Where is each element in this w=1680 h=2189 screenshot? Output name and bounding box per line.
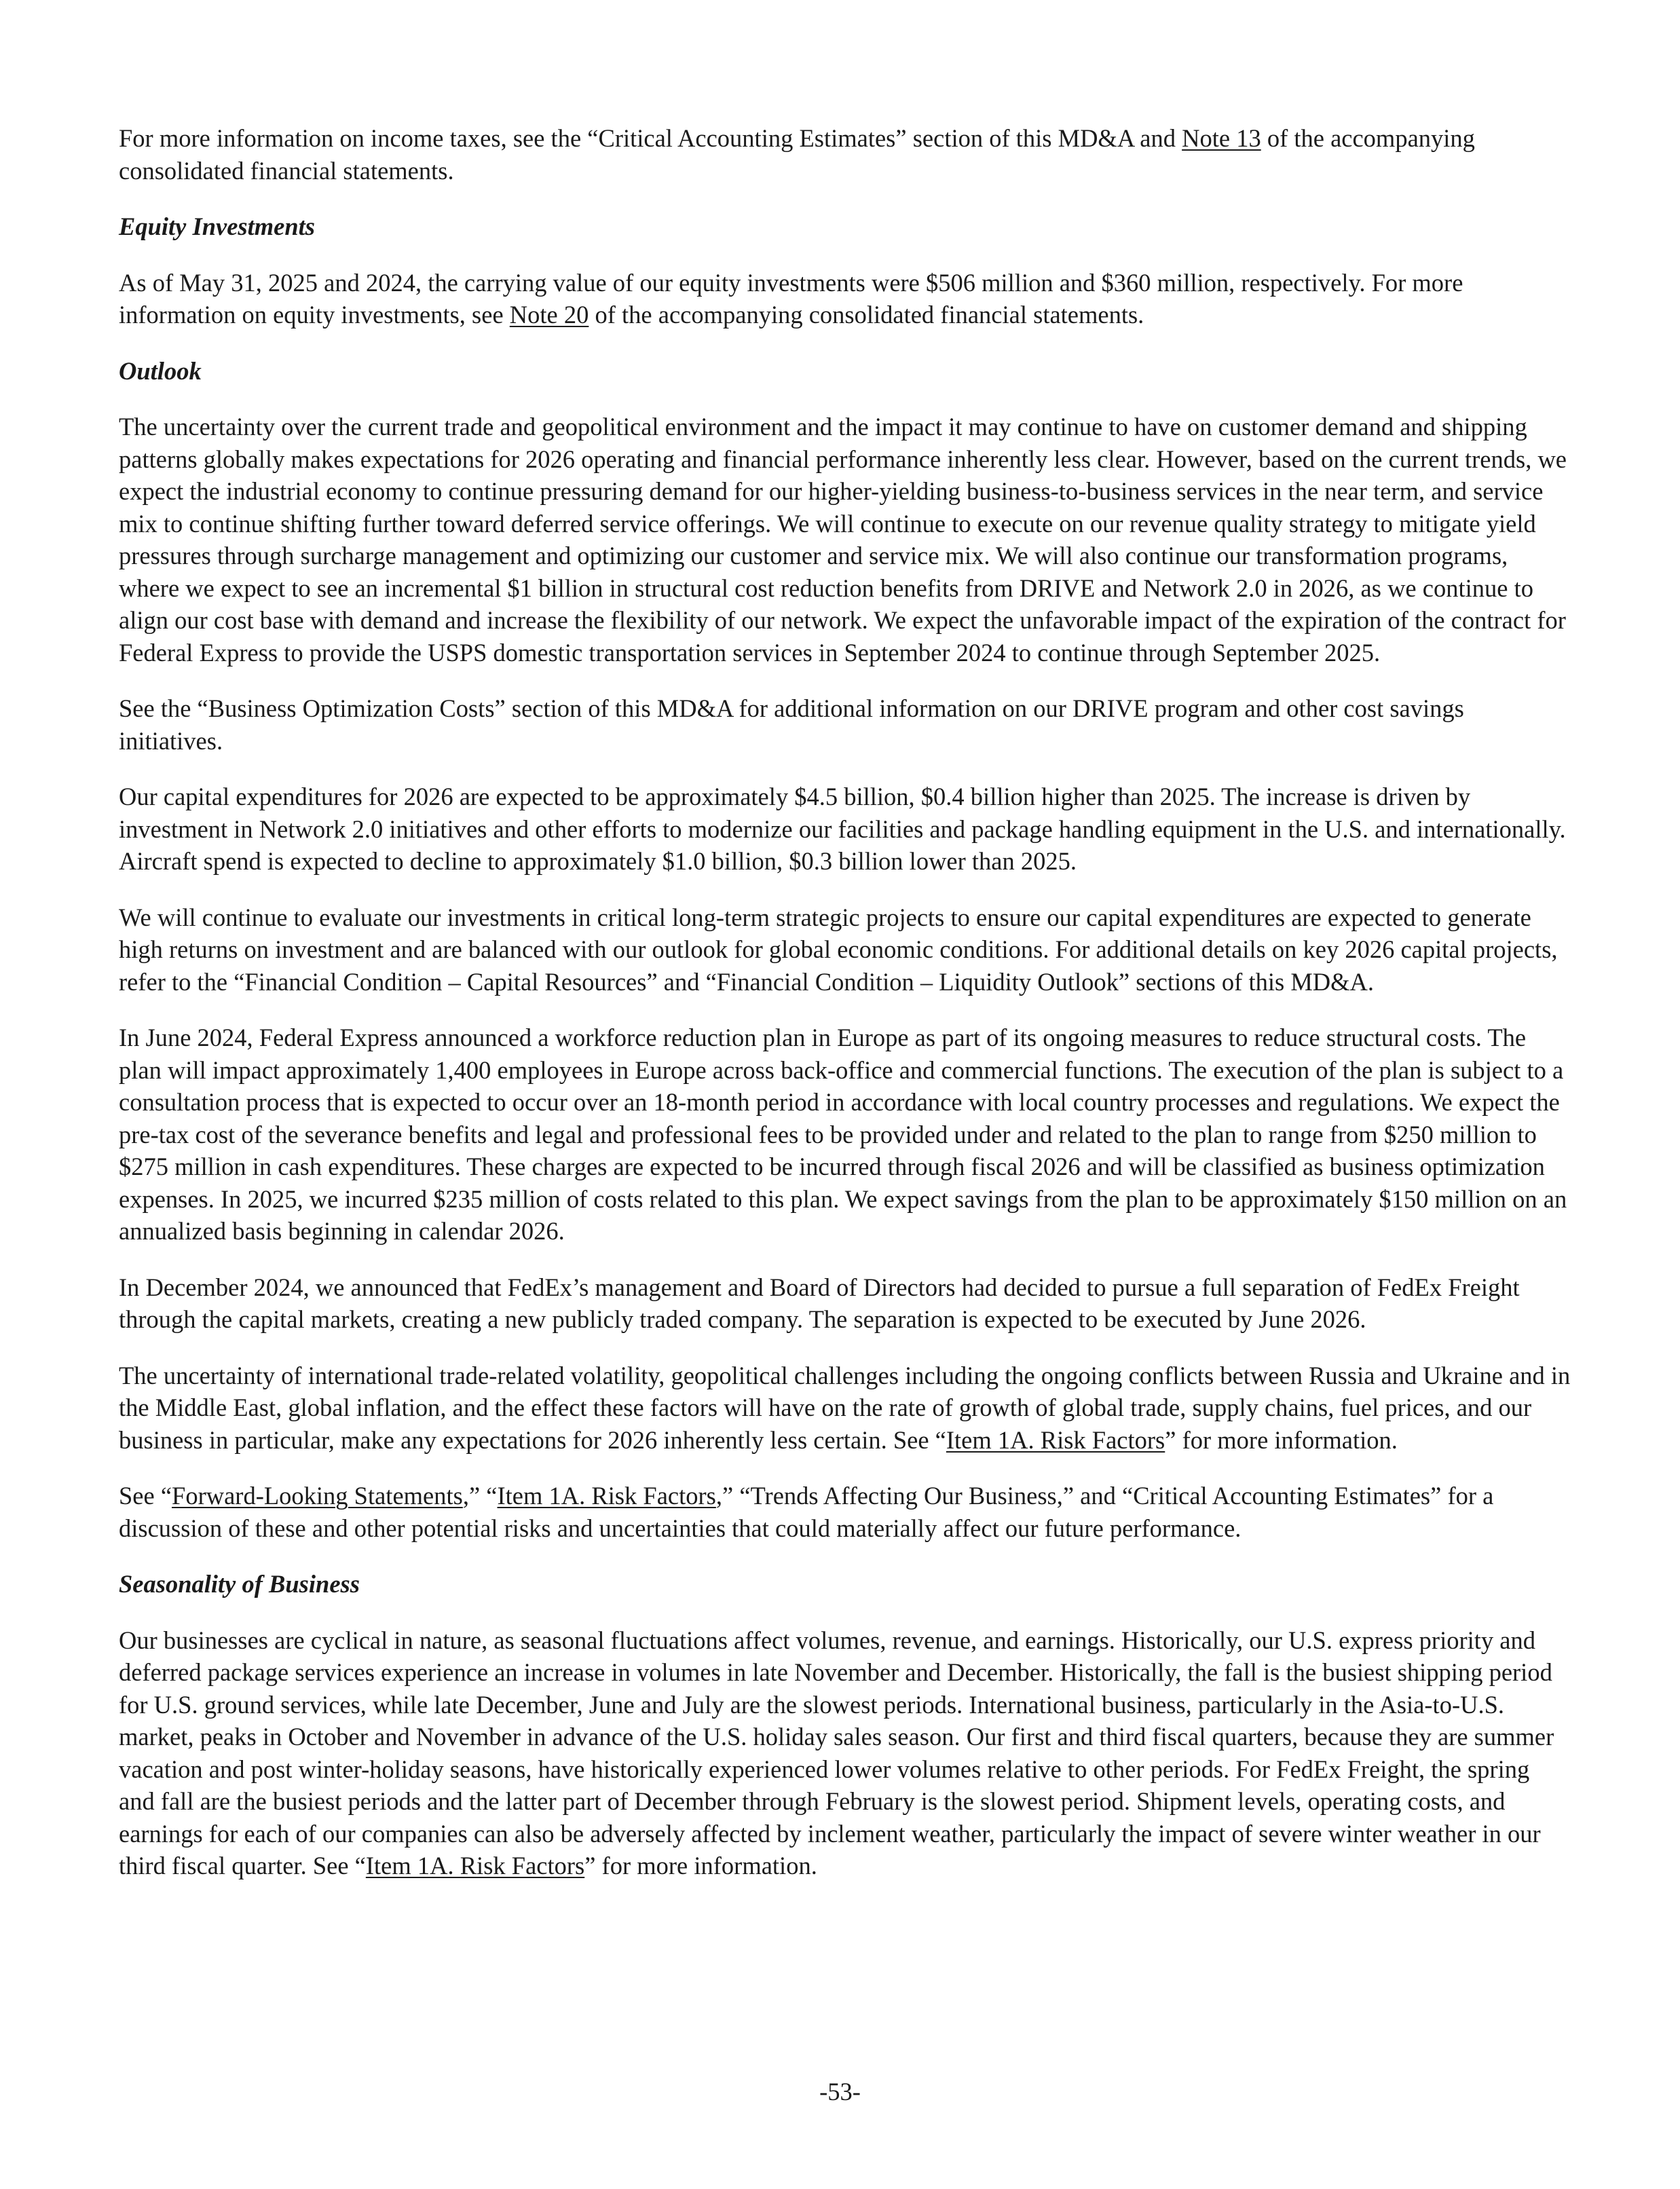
risk-factors-link[interactable]: Item 1A. Risk Factors: [946, 1425, 1165, 1454]
outlook-paragraph-7: [119, 1360, 1571, 1457]
page-number: -53-: [819, 2078, 861, 2106]
note-13-link[interactable]: Note 13: [1182, 124, 1261, 152]
income-taxes-paragraph: [119, 122, 1571, 187]
paragraph-text: For more information on income taxes, see the “Critical Accounting Estimates” section of this MD&A and: [119, 124, 1182, 152]
paragraph-text: See “: [119, 1482, 172, 1510]
outlook-paragraph-3: Our capital expenditures for 2026 are expected to be approximately $4.5 billion, $0.4 billion higher than 2025. The increase is driven by investment in Network 2.0 initiatives and other efforts to modernize our facilities and package handling equipment in the U.S. and internationally. Aircraft spend is expected to decline to approximately $1.0 billion, $0.3 billion lower than 2025.: [119, 783, 1566, 875]
paragraph-text: As of May 31, 2025 and 2024, the carrying value of our equity investments were $506 million and $360 million, respectively. For more information on equity investments, see: [119, 268, 1463, 329]
seasonality-heading: Seasonality of Business: [119, 1570, 360, 1598]
outlook-paragraph-8: [119, 1480, 1571, 1544]
outlook-paragraph-2: See the “Business Optimization Costs” section of this MD&A for additional information on our DRIVE program and other cost savings initiatives.: [119, 694, 1464, 755]
equity-investments-heading: Equity Investments: [119, 212, 315, 240]
outlook-heading: Outlook: [119, 356, 202, 385]
outlook-paragraph-4: We will continue to evaluate our investments in critical long-term strategic projects to ensure our capital expenditures are expected to generate high returns on investment and are balanced with our outlook for global economic conditions. For additional details on key 2026 capital projects, refer to the “Financial Condition – Capital Resources” and “Financial Condition – Liquidity Outlook” sections of this MD&A.: [119, 903, 1558, 996]
paragraph-text: of the accompanying consolidated financial statements.: [119, 124, 1475, 185]
forward-looking-statements-link[interactable]: Forward-Looking Statements: [172, 1482, 463, 1510]
note-20-link[interactable]: Note 20: [509, 301, 589, 329]
paragraph-text: ,” “: [462, 1482, 498, 1510]
paragraph-text: The uncertainty of international trade-related volatility, geopolitical challenges including the ongoing conflicts between Russia and Ukraine and in the Middle East, global inflation, and the effect these factors will have on the rate of growth of global trade, supply chains, fuel prices, and our business in particular, make any expectations for 2026 inherently less certain. See “: [119, 1361, 1571, 1454]
paragraph-text: of the accompanying consolidated financial statements.: [589, 301, 1144, 329]
seasonality-paragraph: [119, 1624, 1571, 1882]
outlook-paragraph-5: In June 2024, Federal Express announced a workforce reduction plan in Europe as part of its ongoing measures to reduce structural costs. The plan will impact approximately 1,400 employees in Europe across back-office and commercial functions. The execution of the plan is subject to a consultation process that is expected to occur over an 18-month period in accordance with local country processes and regulations. We expect the pre-tax cost of the severance benefits and legal and professional fees to be provided under and related to the plan to range from $250 million to $275 million in cash expenditures. These charges are expected to be incurred through fiscal 2026 and will be classified as business optimization expenses. In 2025, we incurred $235 million of costs related to this plan. We expect savings from the plan to be approximately $150 million on an annualized basis beginning in calendar 2026.: [119, 1024, 1567, 1245]
risk-factors-link[interactable]: Item 1A. Risk Factors: [497, 1482, 716, 1510]
document-page: [119, 122, 1571, 1906]
paragraph-text: Our businesses are cyclical in nature, as seasonal fluctuations affect volumes, revenue, and earnings. Historically, our U.S. express priority and deferred package services experience an increase in volumes in late November and December. Historically, the fall is the busiest shipping period for U.S. ground services, while late December, June and July are the slowest periods. International business, particularly in the Asia-to-U.S. market, peaks in October and November in advance of the U.S. holiday sales season. Our first and third fiscal quarters, because they are summer vacation and post winter-holiday seasons, have historically experienced lower volumes relative to other periods. For FedEx Freight, the spring and fall are the busiest periods and the latter part of December through February is the slowest period. Shipment levels, operating costs, and earnings for each of our companies can also be adversely affected by inclement weather, particularly the impact of severe winter weather in our third fiscal quarter. See “: [119, 1626, 1554, 1879]
paragraph-text: ,” “Trends Affecting Our Business,” and “Critical Accounting Estimates” for a discussion of these and other potential risks and uncertainties that could materially affect our future performance.: [119, 1482, 1494, 1542]
risk-factors-link[interactable]: Item 1A. Risk Factors: [365, 1852, 585, 1879]
outlook-paragraph-6: In December 2024, we announced that FedEx’s management and Board of Directors had decided to pursue a full separation of FedEx Freight through the capital markets, creating a new publicly traded company. The separation is expected to be executed by June 2026.: [119, 1273, 1520, 1333]
outlook-paragraph-1: The uncertainty over the current trade and geopolitical environment and the impact it may continue to have on customer demand and shipping patterns globally makes expectations for 2026 operating and financial performance inherently less clear. However, based on the current trends, we expect the industrial economy to continue pressuring demand for our higher-yielding business-to-business services in the near term, and service mix to continue shifting further toward deferred service offerings. We will continue to execute on our revenue quality strategy to mitigate yield pressures through surcharge management and optimizing our customer and service mix. We will also continue our transformation programs, where we expect to see an incremental $1 billion in structural cost reduction benefits from DRIVE and Network 2.0 in 2026, as we continue to align our cost base with demand and increase the flexibility of our network. We expect the unfavorable impact of the expiration of the contract for Federal Express to provide the USPS domestic transportation services in September 2024 to continue through September 2025.: [119, 413, 1567, 667]
paragraph-text: ” for more information.: [1165, 1425, 1398, 1454]
equity-investments-paragraph: [119, 267, 1571, 331]
paragraph-text: ” for more information.: [584, 1852, 817, 1879]
